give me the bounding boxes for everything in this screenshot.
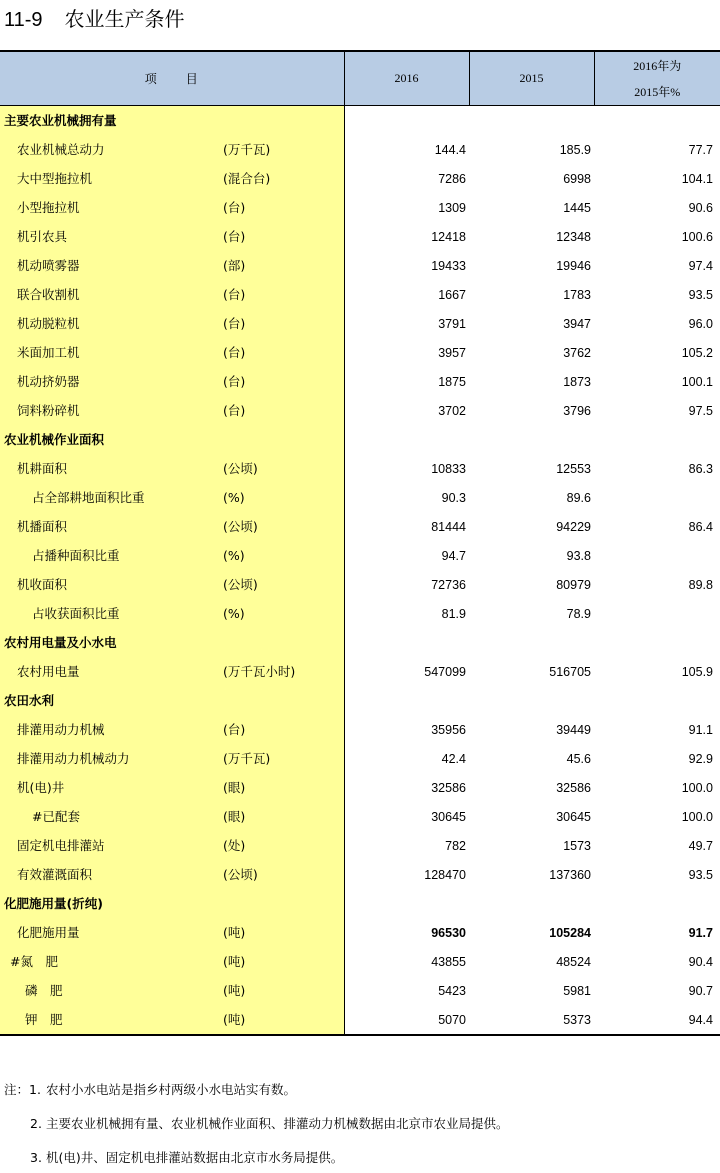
value-percent <box>594 425 720 454</box>
value-2016: 30645 <box>431 809 466 824</box>
item-unit: (吨) <box>223 1012 246 1027</box>
value-percent: 49.7 <box>688 838 713 853</box>
table-number: 11-9 <box>4 9 43 31</box>
value-2015 <box>469 686 594 715</box>
item-name: 固定机电排灌站 <box>17 838 105 853</box>
item-unit: (%) <box>223 548 245 563</box>
item-name: 有效灌溉面积 <box>17 867 93 882</box>
table-row <box>0 918 720 947</box>
item-cell <box>0 309 344 338</box>
header-item: 项 目 <box>0 51 344 106</box>
value-2015: 185.9 <box>559 142 591 157</box>
value-2015: 94229 <box>556 519 591 534</box>
table-body <box>0 106 720 1036</box>
value-percent: 90.4 <box>688 954 713 969</box>
table-row <box>0 454 720 483</box>
value-2016: 547099 <box>424 664 466 679</box>
value-percent: 93.5 <box>688 867 713 882</box>
table-row <box>0 744 720 773</box>
value-2015 <box>469 889 594 918</box>
table-row <box>0 976 720 1005</box>
item-name: 排灌用动力机械动力 <box>17 751 130 766</box>
value-2016: 90.3 <box>441 490 466 505</box>
value-percent: 90.6 <box>688 200 713 215</box>
value-percent: 91.1 <box>688 722 713 737</box>
footnote-1: 注：1. 农村小水电站是指乡村两级小水电站实有数。 <box>4 1082 297 1097</box>
section-heading: 农田水利 <box>4 693 55 708</box>
item-unit: (%) <box>223 606 245 621</box>
table-row <box>0 860 720 889</box>
value-2016: 3702 <box>438 403 466 418</box>
item-unit: (处) <box>223 838 246 853</box>
value-percent: 105.9 <box>681 664 713 679</box>
value-2016: 12418 <box>431 229 466 244</box>
value-2016: 7286 <box>438 171 466 186</box>
item-cell <box>0 425 344 454</box>
item-name: 农业机械总动力 <box>17 142 105 157</box>
item-unit: (台) <box>223 229 246 244</box>
item-name: 磷 肥 <box>25 983 63 998</box>
item-unit: (台) <box>223 316 246 331</box>
item-cell <box>0 164 344 193</box>
value-2016: 1875 <box>438 374 466 389</box>
item-cell <box>0 193 344 222</box>
footnote-3: 3. 机(电)井、固定机电排灌站数据由北京市水务局提供。 <box>30 1150 344 1165</box>
item-unit: (公顷) <box>223 461 258 476</box>
item-name: 大中型拖拉机 <box>17 171 93 186</box>
item-cell <box>0 657 344 686</box>
value-percent: 86.4 <box>688 519 713 534</box>
item-name: 机播面积 <box>17 519 68 534</box>
table-title <box>4 4 185 34</box>
item-unit: (台) <box>223 200 246 215</box>
value-2016: 42.4 <box>441 751 466 766</box>
table-row <box>0 338 720 367</box>
table-row <box>0 222 720 251</box>
value-2016 <box>344 425 469 454</box>
header-2015: 2015 <box>469 51 594 106</box>
item-cell <box>0 831 344 860</box>
value-2016 <box>344 106 469 136</box>
item-unit: (部) <box>223 258 246 273</box>
value-2016: 1309 <box>438 200 466 215</box>
value-2015: 1445 <box>563 200 591 215</box>
item-name: 联合收割机 <box>17 287 80 302</box>
section-row <box>0 628 720 657</box>
item-name: 占收获面积比重 <box>32 606 120 621</box>
value-2016: 43855 <box>431 954 466 969</box>
item-unit: (万千瓦) <box>223 142 271 157</box>
table-row <box>0 193 720 222</box>
table-row <box>0 947 720 976</box>
item-name: 占播种面积比重 <box>32 548 120 563</box>
item-cell <box>0 628 344 657</box>
item-cell <box>0 367 344 396</box>
value-percent <box>594 599 720 628</box>
value-percent: 100.0 <box>681 780 713 795</box>
header-percent: 2016年为 2015年% <box>594 51 720 106</box>
value-percent: 97.5 <box>688 403 713 418</box>
value-2015: 19946 <box>556 258 591 273</box>
value-percent <box>594 541 720 570</box>
value-2016: 128470 <box>424 867 466 882</box>
item-cell <box>0 860 344 889</box>
value-2015: 3796 <box>563 403 591 418</box>
item-cell <box>0 773 344 802</box>
value-2015: 12553 <box>556 461 591 476</box>
table-row <box>0 280 720 309</box>
item-name: 米面加工机 <box>17 345 80 360</box>
value-2016: 3957 <box>438 345 466 360</box>
item-name: #氮 肥 <box>10 954 58 969</box>
item-cell <box>0 976 344 1005</box>
section-row <box>0 106 720 136</box>
value-2015: 5981 <box>563 983 591 998</box>
section-heading: 主要农业机械拥有量 <box>4 113 117 128</box>
value-2015: 32586 <box>556 780 591 795</box>
item-name: 机(电)井 <box>17 780 65 795</box>
item-cell <box>0 947 344 976</box>
value-percent: 100.6 <box>681 229 713 244</box>
table-row <box>0 657 720 686</box>
value-2015 <box>469 106 594 136</box>
section-heading: 农业机械作业面积 <box>4 432 105 447</box>
item-cell <box>0 744 344 773</box>
table-row <box>0 541 720 570</box>
item-cell <box>0 889 344 918</box>
item-name: 化肥施用量 <box>17 925 80 940</box>
value-2015: 39449 <box>556 722 591 737</box>
item-cell <box>0 541 344 570</box>
value-2015: 80979 <box>556 577 591 592</box>
value-2016: 35956 <box>431 722 466 737</box>
item-unit: (公顷) <box>223 577 258 592</box>
item-cell <box>0 135 344 164</box>
value-percent: 104.1 <box>681 171 713 186</box>
value-2016: 81.9 <box>441 606 466 621</box>
value-2015: 48524 <box>556 954 591 969</box>
item-cell <box>0 512 344 541</box>
item-cell <box>0 715 344 744</box>
value-2016: 3791 <box>438 316 466 331</box>
table-row <box>0 396 720 425</box>
value-percent: 86.3 <box>688 461 713 476</box>
value-2016: 81444 <box>431 519 466 534</box>
item-unit: (万千瓦) <box>223 751 271 766</box>
item-unit: (台) <box>223 345 246 360</box>
value-percent: 96.0 <box>688 316 713 331</box>
footnote-2: 2. 主要农业机械拥有量、农业机械作业面积、排灌动力机械数据由北京市农业局提供。 <box>30 1116 509 1131</box>
table-row <box>0 715 720 744</box>
value-2015: 1873 <box>563 374 591 389</box>
value-2015: 6998 <box>563 171 591 186</box>
item-cell <box>0 396 344 425</box>
value-2016: 32586 <box>431 780 466 795</box>
value-2015: 30645 <box>556 809 591 824</box>
value-percent: 94.4 <box>594 1005 720 1035</box>
item-name: 饲料粉碎机 <box>17 403 80 418</box>
table-row <box>0 251 720 280</box>
item-cell <box>0 106 344 136</box>
header-2016: 2016 <box>344 51 469 106</box>
item-unit: (台) <box>223 374 246 389</box>
table-row <box>0 309 720 338</box>
value-percent: 105.2 <box>681 345 713 360</box>
item-unit: (混合台) <box>223 171 271 186</box>
section-row <box>0 889 720 918</box>
value-2015: 78.9 <box>566 606 591 621</box>
item-unit: (%) <box>223 490 245 505</box>
value-percent <box>594 889 720 918</box>
item-cell <box>0 222 344 251</box>
value-2016 <box>344 628 469 657</box>
table-row <box>0 831 720 860</box>
value-percent: 77.7 <box>688 142 713 157</box>
value-2016: 10833 <box>431 461 466 476</box>
item-cell <box>0 802 344 831</box>
table-row <box>0 570 720 599</box>
table-row <box>0 135 720 164</box>
value-2016: 19433 <box>431 258 466 273</box>
item-cell <box>0 570 344 599</box>
table-row <box>0 483 720 512</box>
item-cell <box>0 918 344 947</box>
value-2015 <box>469 628 594 657</box>
item-unit: (眼) <box>223 780 246 795</box>
item-name: 小型拖拉机 <box>17 200 80 215</box>
value-2016: 5423 <box>438 983 466 998</box>
value-percent: 97.4 <box>688 258 713 273</box>
item-name: 占全部耕地面积比重 <box>32 490 145 505</box>
item-unit: (眼) <box>223 809 246 824</box>
item-unit: (万千瓦小时) <box>223 664 296 679</box>
value-2015: 137360 <box>549 867 591 882</box>
value-2015: 105284 <box>549 925 591 940</box>
table-row <box>0 512 720 541</box>
value-2015 <box>469 425 594 454</box>
value-2016 <box>344 889 469 918</box>
table-row <box>0 802 720 831</box>
section-row <box>0 425 720 454</box>
value-percent: 100.1 <box>681 374 713 389</box>
table-row <box>0 1005 720 1035</box>
item-unit: (吨) <box>223 983 246 998</box>
item-cell <box>0 483 344 512</box>
item-name: 机引农具 <box>17 229 68 244</box>
value-2015: 89.6 <box>566 490 591 505</box>
value-2016: 144.4 <box>434 142 466 157</box>
item-cell <box>0 1005 344 1035</box>
item-cell <box>0 338 344 367</box>
table-row <box>0 164 720 193</box>
data-table <box>0 50 720 1036</box>
value-percent <box>594 628 720 657</box>
value-2015: 5373 <box>469 1005 594 1035</box>
value-percent: 90.7 <box>688 983 713 998</box>
value-2015: 12348 <box>556 229 591 244</box>
item-cell <box>0 251 344 280</box>
value-2016: 782 <box>445 838 466 853</box>
item-name: 钾 肥 <box>25 1012 63 1027</box>
value-2015: 3947 <box>563 316 591 331</box>
value-2016: 94.7 <box>441 548 466 563</box>
value-2016: 5070 <box>344 1005 469 1035</box>
value-percent: 93.5 <box>688 287 713 302</box>
value-percent: 91.7 <box>688 925 713 940</box>
item-name: 机收面积 <box>17 577 68 592</box>
item-unit: (台) <box>223 722 246 737</box>
item-unit: (吨) <box>223 954 246 969</box>
value-2015: 516705 <box>549 664 591 679</box>
section-heading: 化肥施用量(折纯) <box>4 896 103 911</box>
value-2016: 1667 <box>438 287 466 302</box>
item-cell <box>0 454 344 483</box>
item-name: 排灌用动力机械 <box>17 722 105 737</box>
item-cell <box>0 599 344 628</box>
value-percent <box>594 686 720 715</box>
value-2016 <box>344 686 469 715</box>
value-2016: 96530 <box>431 925 466 940</box>
item-cell <box>0 686 344 715</box>
value-2015: 93.8 <box>566 548 591 563</box>
item-unit: (台) <box>223 403 246 418</box>
value-percent <box>594 106 720 136</box>
value-percent: 100.0 <box>681 809 713 824</box>
value-2015: 1783 <box>563 287 591 302</box>
value-percent: 89.8 <box>688 577 713 592</box>
value-2015: 45.6 <box>566 751 591 766</box>
item-name: 机动挤奶器 <box>17 374 80 389</box>
item-name: #已配套 <box>32 809 80 824</box>
item-unit: (公顷) <box>223 867 258 882</box>
item-name: 机耕面积 <box>17 461 68 476</box>
value-2015: 3762 <box>563 345 591 360</box>
table-row <box>0 599 720 628</box>
item-unit: (吨) <box>223 925 246 940</box>
table-row <box>0 773 720 802</box>
section-heading: 农村用电量及小水电 <box>4 635 117 650</box>
table-row <box>0 367 720 396</box>
value-2016: 72736 <box>431 577 466 592</box>
item-unit: (台) <box>223 287 246 302</box>
item-name: 机动喷雾器 <box>17 258 80 273</box>
value-percent <box>594 483 720 512</box>
item-name: 农村用电量 <box>17 664 80 679</box>
item-unit: (公顷) <box>223 519 258 534</box>
table-header <box>0 51 720 106</box>
table-title-text: 农业生产条件 <box>64 7 185 31</box>
section-row <box>0 686 720 715</box>
item-cell <box>0 280 344 309</box>
item-name: 机动脱粒机 <box>17 316 80 331</box>
value-2015: 1573 <box>563 838 591 853</box>
value-percent: 92.9 <box>688 751 713 766</box>
